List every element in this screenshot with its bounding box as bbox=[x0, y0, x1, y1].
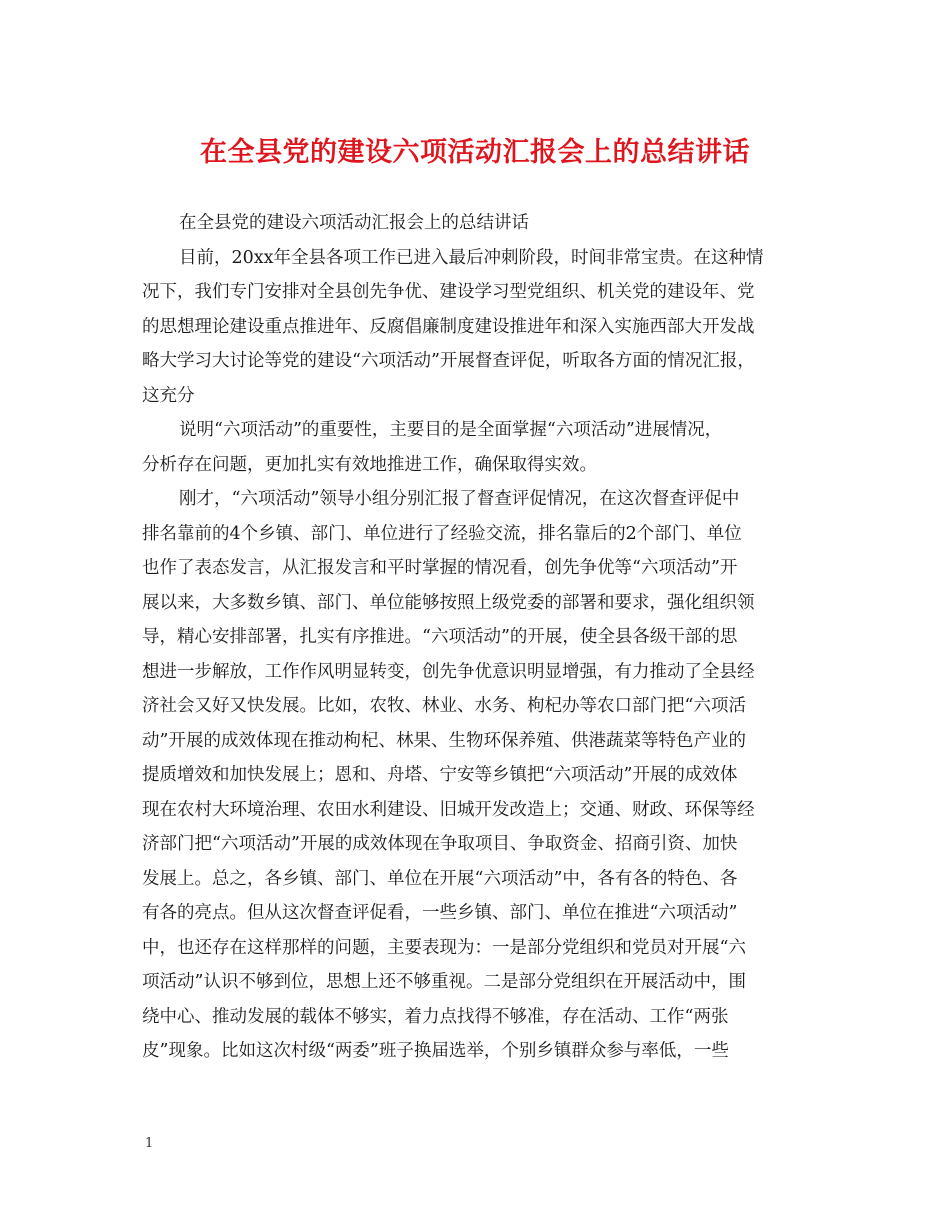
page-number: 1 bbox=[145, 1136, 154, 1151]
document-title: 在全县党的建设六项活动汇报会上的总结讲话 bbox=[200, 137, 750, 168]
body-line: 况下，我们专门安排对全县创先争优、建设学习型党组织、机关党的建设年、党 bbox=[142, 282, 755, 302]
body-line: 绕中心、推动发展的载体不够实，着力点找得不够准，存在活动、工作“两张 bbox=[142, 1006, 729, 1027]
body-line: 的思想理论建设重点推进年、反腐倡廉制度建设推进年和深入实施西部大开发战 bbox=[142, 316, 755, 337]
body-line: 在全县党的建设六项活动汇报会上的总结讲话 bbox=[179, 213, 529, 233]
body-line: 目前，20xx年全县各项工作已进入最后冲刺阶段，时间非常宝贵。在这种情 bbox=[179, 247, 764, 268]
body-line: 说明“六项活动”的重要性，主要目的是全面掌握“六项活动”进展情况， bbox=[179, 420, 723, 440]
body-line: 略大学习大讨论等党的建设“六项活动”开展督查评促，听取各方面的情况汇报， bbox=[142, 351, 755, 371]
body-line: 发展上。总之，各乡镇、部门、单位在开展“六项活动”中，各有各的特色、各 bbox=[142, 868, 738, 889]
body-line: 展以来，大多数乡镇、部门、单位能够按照上级党委的部署和要求，强化组织领 bbox=[142, 592, 755, 613]
body-line: 现在农村大环境治理、农田水利建设、旧城开发改造上；交通、财政、环保等经 bbox=[142, 799, 755, 820]
body-line: 中，也还存在这样那样的问题，主要表现为：一是部分党组织和党员对开展“六 bbox=[142, 937, 746, 958]
body-line: 想进一步解放，工作作风明显转变，创先争优意识明显增强，有力推动了全县经 bbox=[142, 661, 755, 682]
body-line: 项活动”认识不够到位，思想上还不够重视。二是部分党组织在开展活动中，围 bbox=[142, 972, 746, 992]
body-line: 刚才，“六项活动”领导小组分别汇报了督查评促情况，在这次督查评促中 bbox=[179, 489, 740, 509]
body-line: 导，精心安排部署，扎实有序推进。“六项活动”的开展，使全县各级干部的思 bbox=[142, 627, 738, 647]
body-line: 排名靠前的4个乡镇、部门、单位进行了经验交流，排名靠后的2个部门、单位 bbox=[142, 523, 742, 544]
body-line: 有各的亮点。但从这次督查评促看，一些乡镇、部门、单位在推进“六项活动” bbox=[142, 903, 738, 923]
body-line: 动”开展的成效体现在推动枸杞、林果、生物环保养殖、供港蔬菜等特色产业的 bbox=[142, 730, 746, 751]
body-line: 分析存在问题，更加扎实有效地推进工作，确保取得实效。 bbox=[142, 454, 597, 475]
body-line: 也作了表态发言，从汇报发言和平时掌握的情况看，创先争优等“六项活动”开 bbox=[142, 558, 738, 578]
body-line: 济部门把“六项活动”开展的成效体现在争取项目、争取资金、招商引资、加快 bbox=[142, 834, 738, 854]
body-line: 皮”现象。比如这次村级“两委”班子换届选举，个别乡镇群众参与率低，一些 bbox=[142, 1041, 729, 1061]
body-line: 提质增效和加快发展上；恩和、舟塔、宁安等乡镇把“六项活动”开展的成效体 bbox=[142, 765, 738, 785]
document-body bbox=[142, 206, 802, 1069]
body-line: 这充分 bbox=[142, 385, 195, 406]
body-line: 济社会又好又快发展。比如，农牧、林业、水务、枸杞办等农口部门把“六项活 bbox=[142, 696, 746, 716]
